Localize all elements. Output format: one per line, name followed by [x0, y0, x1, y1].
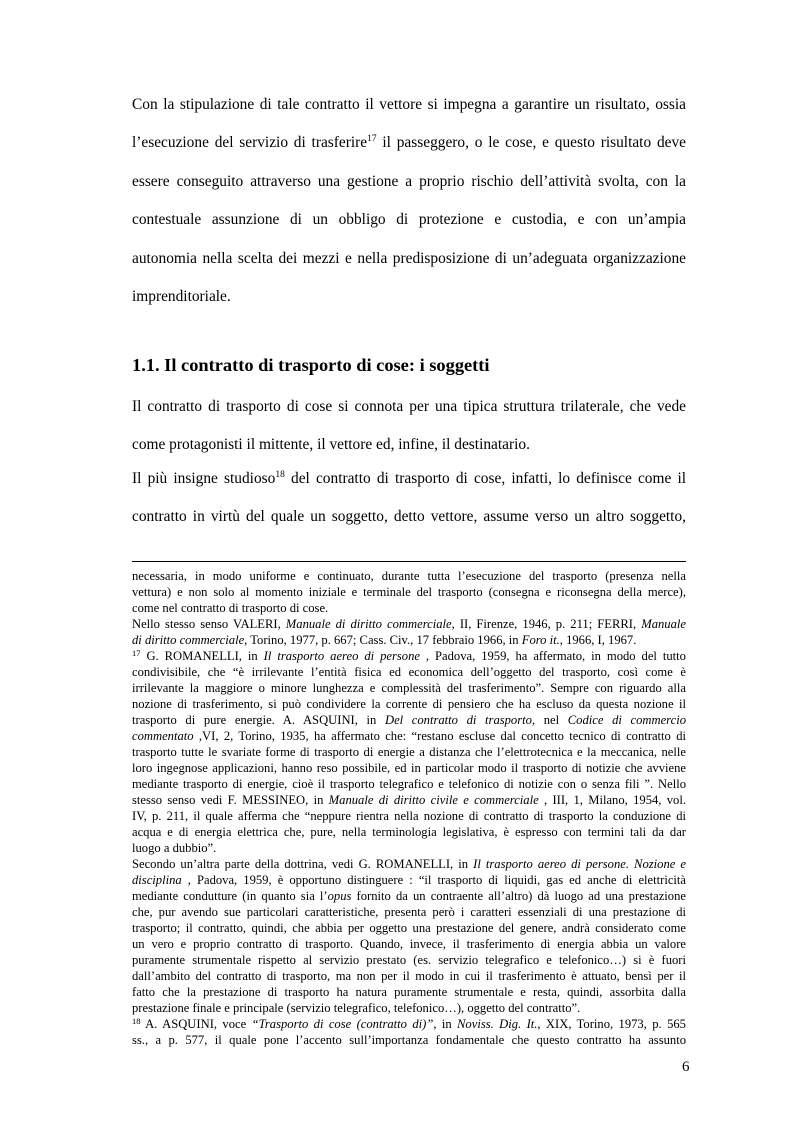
footnote-line: trasporto tutte le svariate forme di trasporto di energie a distanza che l’elettrotecnica e la meccanica, nelle: [132, 745, 686, 759]
footnote-line: stesso senso vedi F. MESSINEO, in Manuale di diritto civile e commerciale , III, 1, Milano, 1954, vol.: [132, 793, 686, 807]
footnote-line: un vero e proprio contratto di trasporto. Quando, invece, il trasferimento di energia abbia un valore: [132, 937, 686, 951]
footnote-line: di diritto commerciale, Torino, 1977, p. 667; Cass. Civ., 17 febbraio 1966, in Foro it., 1966, I, 1967.: [132, 633, 637, 647]
footnote-line: necessaria, in modo uniforme e continuato, durante tutta l’esecuzione del trasporto (presenza nella: [132, 569, 686, 583]
footnote-line: commentato ,VI, 2, Torino, 1935, ha affermato che: “restano escluse dal concetto tecnico di contratto di: [132, 729, 686, 743]
text-line: Il più insigne studioso$^{18}$ del contratto di trasporto di cose, infatti, lo definisce come il: [132, 470, 686, 487]
footnote-line: nozione di trasferimento, si può condividere la corrente di pensiero che ha escluso da questa nozione il: [132, 697, 686, 711]
footnote-ref-17[interactable]: 17: [367, 134, 377, 144]
footnote-number: 17: [132, 648, 141, 658]
text-line: Il contratto di trasporto di cose si connota per una tipica struttura trilaterale, che vede: [132, 398, 686, 415]
footnote-17: $^{17}$ G. ROMANELLI, in Il trasporto aereo di persone , Padova, 1959, ha affermato, in modo del tutto: [132, 648, 686, 663]
footnote-number: 18: [132, 1016, 141, 1026]
section-heading: 1.1. Il contratto di trasporto di cose: i soggetti: [132, 355, 490, 375]
text-line: autonomia nella scelta dei mezzi e nella predisposizione di un’adeguata organizzazione: [132, 250, 686, 267]
footnote-line: vettura) e non solo al momento iniziale e terminale del trasporto (consegna e riconsegna della merce),: [132, 585, 686, 599]
footnote-line: irrilevante la maggiore o minore lunghezza e complessità del trasferimento”. Sempre con riguardo alla: [132, 681, 686, 695]
text-line: contratto in virtù del quale un soggetto, detto vettore, assume verso un altro soggetto,: [132, 508, 686, 525]
footnote-separator: [132, 561, 686, 562]
footnote-line: luogo a dubbio”.: [132, 841, 217, 855]
footnote-line: IV, p. 211, il quale afferma che “neppure rientra nella nozione di contratto di trasporto la conduzione di: [132, 809, 686, 823]
footnote-line: trasporto; il contratto, quindi, che abbia per oggetto una prestazione del genere, andrà considerato come: [132, 921, 686, 935]
footnote-line: Nello stesso senso VALERI, Manuale di diritto commerciale, II, Firenze, 1946, p. 211; FERRI, Manuale: [132, 617, 686, 631]
text-line: Con la stipulazione di tale contratto il vettore si impegna a garantire un risultato, ossia: [132, 96, 686, 113]
footnote-line: dall’ambito del contratto di trasporto, ma non per il modo in cui il trasferimento è attuato, bensì per il: [132, 969, 686, 983]
footnote-line: che, pur avendo sue particolari caratteristiche, presenta però i caratteri essenziali di una prestazione di: [132, 905, 686, 919]
footnote-line: fatto che la prestazione di trasporto ha natura puramente strumentale e resta, quindi, assorbita dalla: [132, 985, 686, 999]
text-line: imprenditoriale.: [132, 288, 231, 305]
footnote-ref-18[interactable]: 18: [275, 470, 285, 480]
text-line: come protagonisti il mittente, il vettore ed, infine, il destinatario.: [132, 436, 530, 453]
footnote-line: disciplina , Padova, 1959, è opportuno distinguere : “il trasporto di liquidi, gas ed anche di elettricità: [132, 873, 686, 887]
footnote-line: ss., a p. 577, il quale pone l’accento sull’importanza fondamentale che questo contratto ha assunto: [132, 1033, 686, 1047]
text-line: l’esecuzione del servizio di trasferire$^{17}$ il passeggero, o le cose, e questo risultato deve: [132, 134, 687, 151]
footnote-line: prestazione finale e principale (servizio telegrafico, telefonico…), oggetto del contratto”.: [132, 1001, 581, 1015]
footnote-line: Secondo un’altra parte della dottrina, vedi G. ROMANELLI, in Il trasporto aereo di persone. Nozione e: [132, 857, 686, 871]
footnote-18: $^{18}$ A. ASQUINI, voce “Trasporto di cose (contratto di)”, in Noviss. Dig. It., XIX, Torino, 1973, p. 565: [132, 1016, 686, 1031]
footnote-line: trasporto di pure energie. A. ASQUINI, in Del contratto di trasporto, nel Codice di commercio: [132, 713, 686, 727]
footnote-line: mediante condutture (in quanto sia l’opus fornito da un contraente all’altro) dà luogo ad una prestazione: [132, 889, 686, 903]
text-line: contestuale assunzione di un obbligo di protezione e custodia, e con un’ampia: [132, 211, 686, 228]
footnote-line: loro ingegnose applicazioni, hanno reso possibile, ed in particolar modo il trasporto di notizie che avviene: [132, 761, 686, 775]
text-line: essere conseguito attraverso una gestione a proprio rischio dell’attività svolta, con la: [132, 173, 686, 190]
footnote-line: acqua e di energia elettrica che, pure, nella terminologia legislativa, è espresso con termini tali da dar: [132, 825, 686, 839]
footnote-line: mediante trasporto di energie, cioè il trasporto telegrafico e telefonico di notizie con o senza fili ”. Nello: [132, 777, 686, 791]
page-number: 6: [682, 1059, 690, 1075]
footnote-line: condivisibile, che “è irrilevante l’entità fisica ed economica dell’oggetto del trasporto, così come è: [132, 665, 686, 679]
footnote-line: come nel contratto di trasporto di cose.: [132, 601, 329, 615]
footnote-line: puramente strumentale rispetto al servizio prestato (es. servizio telegrafico e telefonico…) si è fuori: [132, 953, 686, 967]
